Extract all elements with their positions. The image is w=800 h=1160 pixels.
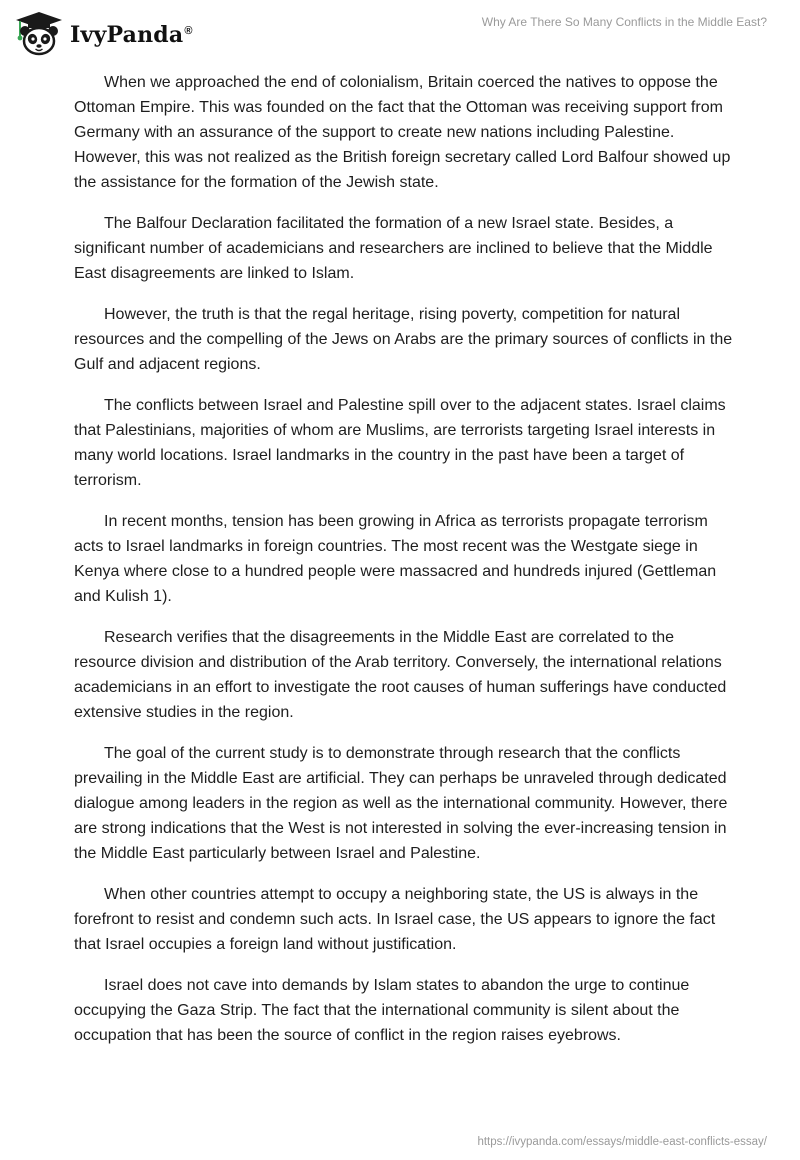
paragraph-1: When we approached the end of colonialism, Britain coerced the natives to oppose the Ottoman Empire. This was founded on the fact that the Ottoman was receiving support from Germany with an assurance of the support to create new nations including Palestine. However, this was not realized as the British foreign secretary called Lord Balfour showed up the assistance for the formation of the Jewish state. <box>74 74 731 191</box>
paragraph-6: Research verifies that the disagreements in the Middle East are correlated to the resource division and distribution of the Arab territory. Conversely, the international relations academicians in an effort to investigate the root causes of human sufferings have conducted extensive studies in the region. <box>74 629 727 721</box>
source-url-link[interactable]: https://ivypanda.com/essays/middle-east-conflicts-essay/ <box>477 1136 767 1148</box>
paragraph-8: When other countries attempt to occupy a neighboring state, the US is always in the forefront to resist and condemn such acts. In Israel case, the US appears to ignore the fact that Israel occupies a foreign land without justification. <box>74 886 716 953</box>
registered-mark: ® <box>184 24 193 37</box>
article-body <box>74 70 734 1064</box>
paragraph-5: In recent months, tension has been growing in Africa as terrorists propagate terrorism acts to Israel landmarks in foreign countries. The most recent was the Westgate siege in Kenya where close to a hundred people were massacred and hundreds injured (Gettleman and Kulish 1). <box>74 513 717 605</box>
brand-logo[interactable] <box>14 10 193 56</box>
paragraph-7: The goal of the current study is to demonstrate through research that the conflicts prevailing in the Middle East are artificial. They can perhaps be unraveled through dedicated dialogue among leaders in the region as well as the international community. However, there are strong indications that the West is not interested in solving the ever-increasing tension in the Middle East particularly between Israel and Palestine. <box>74 745 728 862</box>
paragraph-3: However, the truth is that the regal heritage, rising poverty, competition for natural resources and the compelling of the Jews on Arabs are the primary sources of conflicts in the Gulf and adjacent regions. <box>74 306 733 373</box>
brand-name: IvyPanda® <box>70 22 193 48</box>
paragraph-2: The Balfour Declaration facilitated the formation of a new Israel state. Besides, a significant number of academicians and researchers are inclined to believe that the Middle East disagreements are linked to Islam. <box>74 215 713 282</box>
panda-graduate-icon <box>14 10 64 56</box>
page-header <box>0 0 800 70</box>
paragraph-4: The conflicts between Israel and Palestine spill over to the adjacent states. Israel claims that Palestinians, majorities of whom are Muslims, are terrorists targeting Israel interests in many world locations. Israel landmarks in the country in the past have been a target of terrorism. <box>74 397 726 489</box>
document-title: Why Are There So Many Conflicts in the Middle East? <box>481 15 767 29</box>
paragraph-9: Israel does not cave into demands by Islam states to abandon the urge to continue occupying the Gaza Strip. The fact that the international community is silent about the occupation that has been the source of conflict in the region raises eyebrows. <box>74 977 690 1044</box>
